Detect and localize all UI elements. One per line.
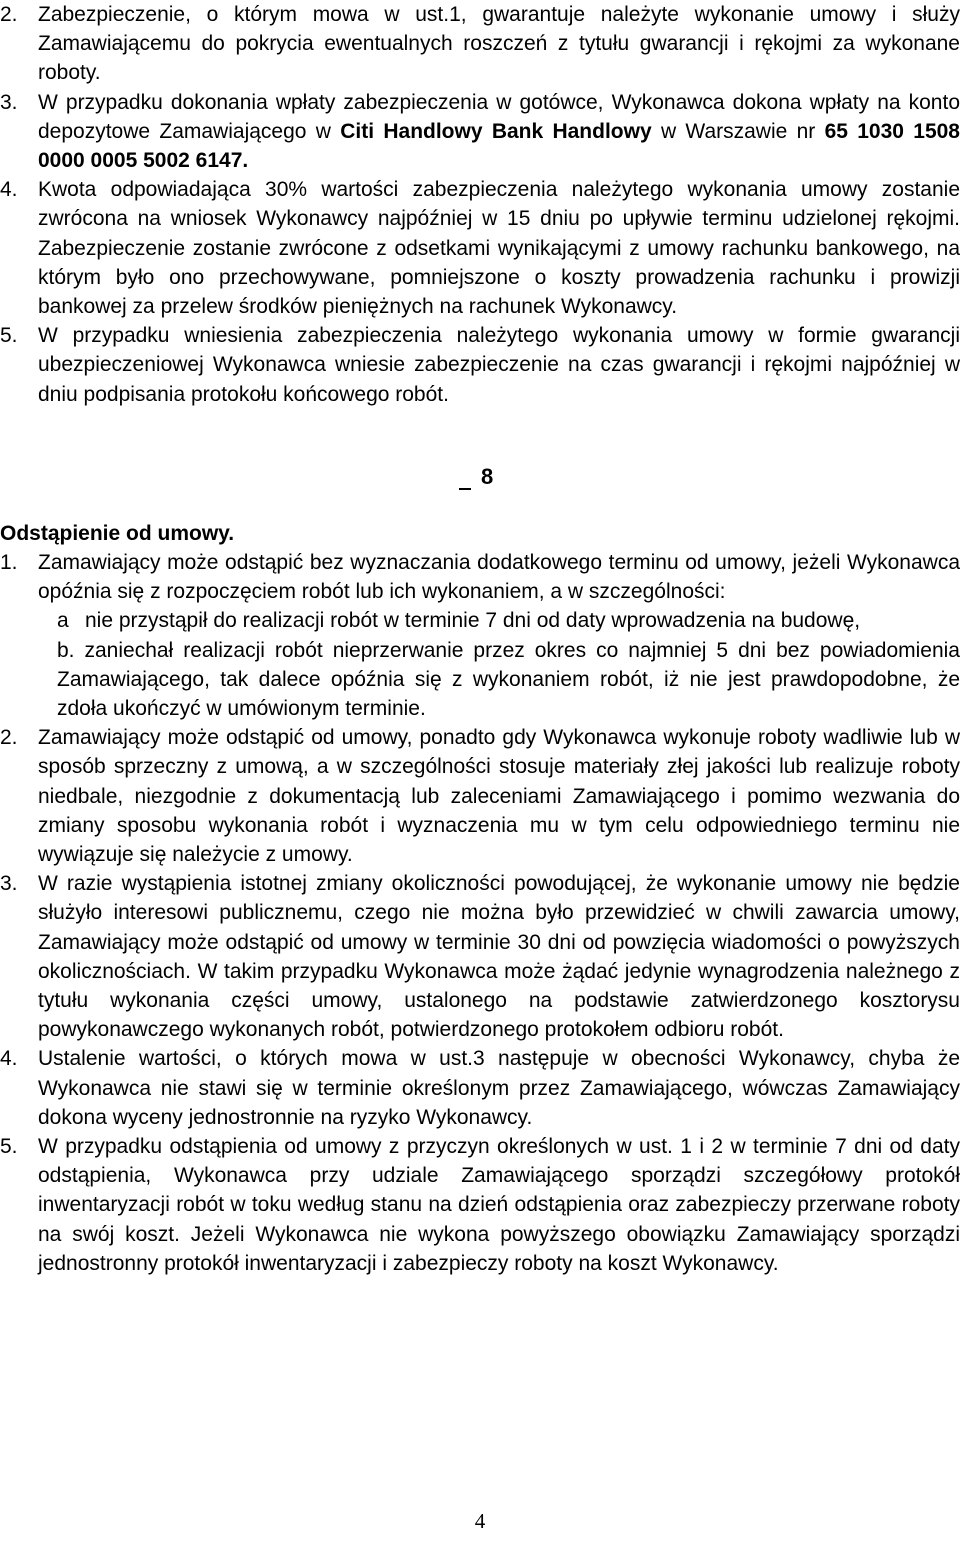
clause-number: 5. — [0, 324, 18, 348]
clause-number: 1. — [0, 551, 18, 574]
clause-item — [0, 869, 960, 1044]
section-number: 8 — [481, 464, 494, 489]
clause-number: 2. — [0, 3, 18, 26]
clause-item — [0, 175, 960, 321]
clause-text: Zamawiający może odstąpić od umowy, ponadto gdy Wykonawca wykonuje roboty wadliwie lub w sposób sprzeczny z umową, a w szczególności stosuje materiały złej jakości lub realizuje roboty niedbale, niezgodnie z dokumentacją lub zaleceniami Zamawiającego i pomimo wezwania do zmiany sposobu wykonania robót i wyznaczenia mu w tym celu odpowiedniego terminu nie wywiązuje się należycie z umowy. — [38, 726, 960, 867]
clause-number: 4. — [0, 1047, 18, 1071]
subclause-letter: b. — [57, 638, 75, 662]
clause-item — [0, 723, 960, 869]
guarantee-clauses — [0, 0, 960, 409]
clause-text: w Warszawie nr — [651, 119, 825, 143]
clause-item — [0, 0, 960, 88]
clause-number: 2. — [0, 726, 18, 750]
clause-text: W razie wystąpienia istotnej zmiany okoliczności powodującej, że wykonanie umowy nie będzie służyło interesowi publicznemu, czego nie można było przewidzieć w chwili zawarcia umowy, Zamawiający może odstąpić od umowy w terminie 30 dni od powzięcia wiadomości o powyższych okolicznościach. W takim przypadku Wykonawca może żądać jedynie wynagrodzenia należnego z tytułu wykonania części umowy, ustalonego na podstawie zatwierdzonego kosztorysu powykonawczego wykonanych robót, potwierdzonego protokołem odbioru robót. — [38, 872, 960, 1042]
clause-number: 3. — [0, 90, 18, 114]
section-symbol-icon — [459, 466, 471, 490]
clause-number: 4. — [0, 178, 18, 202]
clause-text: Zamawiający może odstąpić bez wyznaczania dodatkowego terminu od umowy, jeżeli Wykonawca opóźnia się z rozpoczęciem robót lub ich wykonaniem, a w szczególności: — [38, 551, 960, 604]
clause-item — [0, 321, 960, 409]
subclause-letter: a — [57, 609, 69, 633]
clause-item — [0, 1132, 960, 1278]
withdrawal-clauses — [0, 548, 960, 1278]
clause-item — [0, 1044, 960, 1132]
section-title: Odstąpienie od umowy. — [0, 522, 235, 545]
clause-number: 3. — [0, 872, 18, 896]
clause-text: Kwota odpowiadająca 30% wartości zabezpieczenia należytego wykonania umowy zostanie zwrócona na wniosek Wykonawcy najpóźniej w 15 dniu po upływie terminu udzielonej rękojmi. Zabezpieczenie zostanie zwrócone z odsetkami wynikającymi z umowy rachunku bankowego, na którym było ono przechowywane, pomniejszone o koszty prowadzenia rachunku i prowizji bankowej za przelew środków pieniężnych na rachunek Wykonawcy. — [38, 178, 960, 319]
clause-text: Ustalenie wartości, o których mowa w ust.3 następuje w obecności Wykonawcy, chyba że Wykonawca nie stawi się w terminie określonym przez Zamawiającego, wówczas Zamawiający dokona wyceny jednostronnie na ryzyko Wykonawcy. — [38, 1047, 960, 1129]
clause-item — [0, 88, 960, 176]
subclause-item — [0, 606, 960, 635]
page-number: 4 — [474, 1509, 486, 1533]
bank-name: Citi Handlowy Bank Handlowy — [340, 119, 652, 143]
subclause-text: nie przystąpił do realizacji robót w terminie 7 dni od daty wprowadzenia na budowę, — [85, 609, 861, 633]
subclause-item — [0, 636, 960, 724]
clause-number: 5. — [0, 1135, 18, 1159]
clause-text: Zabezpieczenie, o którym mowa w ust.1, gwarantuje należyte wykonanie umowy i służy Zamawiającemu do pokrycia ewentualnych roszczeń z tytułu gwarancji i rękojmi za wykonane roboty. — [38, 3, 960, 85]
subclause-text: zaniechał realizacji robót nieprzerwanie przez okres co najmniej 5 dni bez powiadomienia Zamawiającego, tak dalece opóźnia się z wykonaniem robót, iż nie jest prawdopodobne, że zdoła ukończyć w umówionym terminie. — [57, 638, 960, 721]
clause-text: W przypadku odstąpienia od umowy z przyczyn określonych w ust. 1 i 2 w terminie 7 dni od daty odstąpienia, Wykonawca przy udziale Zamawiającego sporządzi szczegółowy protokół inwentaryzacji robót w toku według stanu na dzień odstąpienia oraz zabezpieczy przerwane roboty na swój koszt. Jeżeli Wykonawca nie wykona powyższego obowiązku Zamawiający sporządzi jednostronny protokół inwentaryzacji i zabezpieczy roboty na koszt Wykonawcy. — [38, 1135, 960, 1275]
section-mark — [459, 462, 493, 492]
bank-account-number: 65 1030 1508 0000 0005 5002 6147. — [38, 119, 960, 173]
clause-item — [0, 548, 960, 606]
clause-text: W przypadku dokonania wpłaty zabezpieczenia w gotówce, Wykonawca dokona wpłaty na konto depozytowe Zamawiającego w — [38, 90, 960, 143]
clause-text: W przypadku wniesienia zabezpieczenia należytego wykonania umowy w formie gwarancji ubezpieczeniowej Wykonawca wniesie zabezpieczenie na czas gwarancji i rękojmi najpóźniej w dniu podpisania protokołu końcowego robót. — [38, 324, 960, 406]
